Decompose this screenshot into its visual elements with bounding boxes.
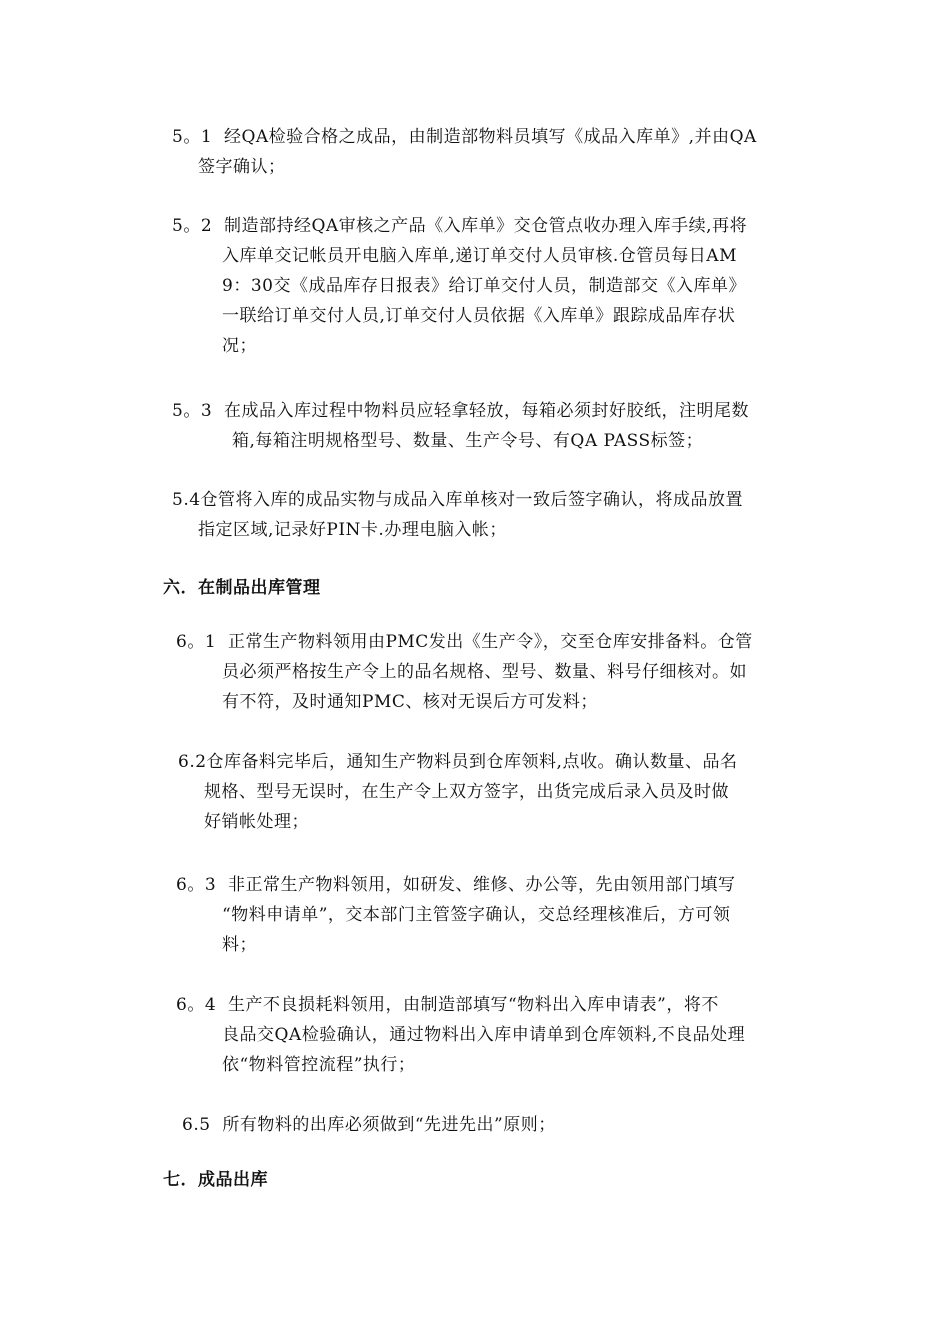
section-heading-7: 七．成品出库: [163, 1170, 268, 1190]
paragraph-line: 料；: [222, 935, 257, 955]
paragraph-line: 仓管将入库的成品实物与成品入库单核对一致后签字确认，将成品放置: [200, 490, 744, 510]
section-number: 6.2: [178, 752, 207, 772]
paragraph-line: 规格、型号无误时，在生产令上双方签字，出货完成后录入员及时做: [204, 782, 729, 802]
paragraph-6-4: [176, 990, 745, 1080]
paragraph-5-1: [172, 122, 757, 182]
paragraph-line: 正常生产物料领用由PMC发出《生产令》，交至仓库安排备料。仓管: [216, 632, 753, 652]
paragraph-line: 签字确认；: [198, 157, 286, 177]
paragraph-line: 非正常生产物料领用，如研发、维修、办公等，先由领用部门填写: [216, 875, 736, 895]
section-number: 5。2: [172, 216, 213, 236]
paragraph-line: 9：30交《成品库存日报表》给订单交付人员，制造部交《入库单》: [222, 276, 746, 296]
paragraph-5-2: [172, 211, 747, 361]
paragraph-line: 员必须严格按生产令上的品名规格、型号、数量、料号仔细核对。如: [222, 662, 747, 682]
paragraph-line: 在成品入库过程中物料员应轻拿轻放，每箱必须封好胶纸，注明尾数: [212, 401, 749, 421]
paragraph-line: 仓库备料完毕后，通知生产物料员到仓库领料,点收。确认数量、品名: [206, 752, 738, 772]
paragraph-6-1: [176, 627, 753, 717]
paragraph-line: 好销帐处理；: [204, 812, 309, 832]
section-number: 5.4: [172, 490, 201, 510]
section-number: 5。3: [172, 401, 213, 421]
paragraph-line: 有不符，及时通知PMC、核对无误后方可发料；: [222, 692, 598, 712]
paragraph-line: “物料申请单”，交本部门主管签字确认，交总经理核准后，方可领: [222, 905, 731, 925]
paragraph-line: 一联给订单交付人员,订单交付人员依据《入库单》跟踪成品库存状: [222, 306, 736, 326]
paragraph-line: 制造部持经QA审核之产品《入库单》交仓管点收办理入库手续,再将: [212, 216, 748, 236]
paragraph-line: 经QA检验合格之成品，由制造部物料员填写《成品入库单》,并由QA: [212, 127, 757, 147]
paragraph-line: 依“物料管控流程”执行；: [222, 1055, 416, 1075]
paragraph-6-5: [182, 1110, 556, 1140]
section-number: 6。3: [176, 875, 217, 895]
paragraph-line: 箱,每箱注明规格型号、数量、生产令号、有QA PASS标签；: [232, 431, 704, 451]
paragraph-5-4: [172, 485, 743, 545]
section-number: 5。1: [172, 127, 213, 147]
section-number: 6.5: [182, 1115, 211, 1135]
paragraph-line: 生产不良损耗料领用，由制造部填写“物料出入库申请表”，将不: [216, 995, 719, 1015]
section-number: 6。4: [176, 995, 217, 1015]
paragraph-line: 良品交QA检验确认，通过物料出入库申请单到仓库领料,不良品处理: [222, 1025, 746, 1045]
section-number: 6。1: [176, 632, 217, 652]
paragraph-6-2: [178, 747, 737, 837]
paragraph-line: 所有物料的出库必须做到“先进先出”原则；: [210, 1115, 556, 1135]
paragraph-6-3: [176, 870, 735, 960]
paragraph-line: 指定区域,记录好PIN卡.办理电脑入帐；: [198, 520, 507, 540]
paragraph-line: 入库单交记帐员开电脑入库单,递订单交付人员审核.仓管员每日AM: [222, 246, 737, 266]
paragraph-5-3: [172, 396, 749, 456]
paragraph-line: 况；: [222, 336, 257, 356]
section-heading-6: 六．在制品出库管理: [163, 578, 321, 598]
